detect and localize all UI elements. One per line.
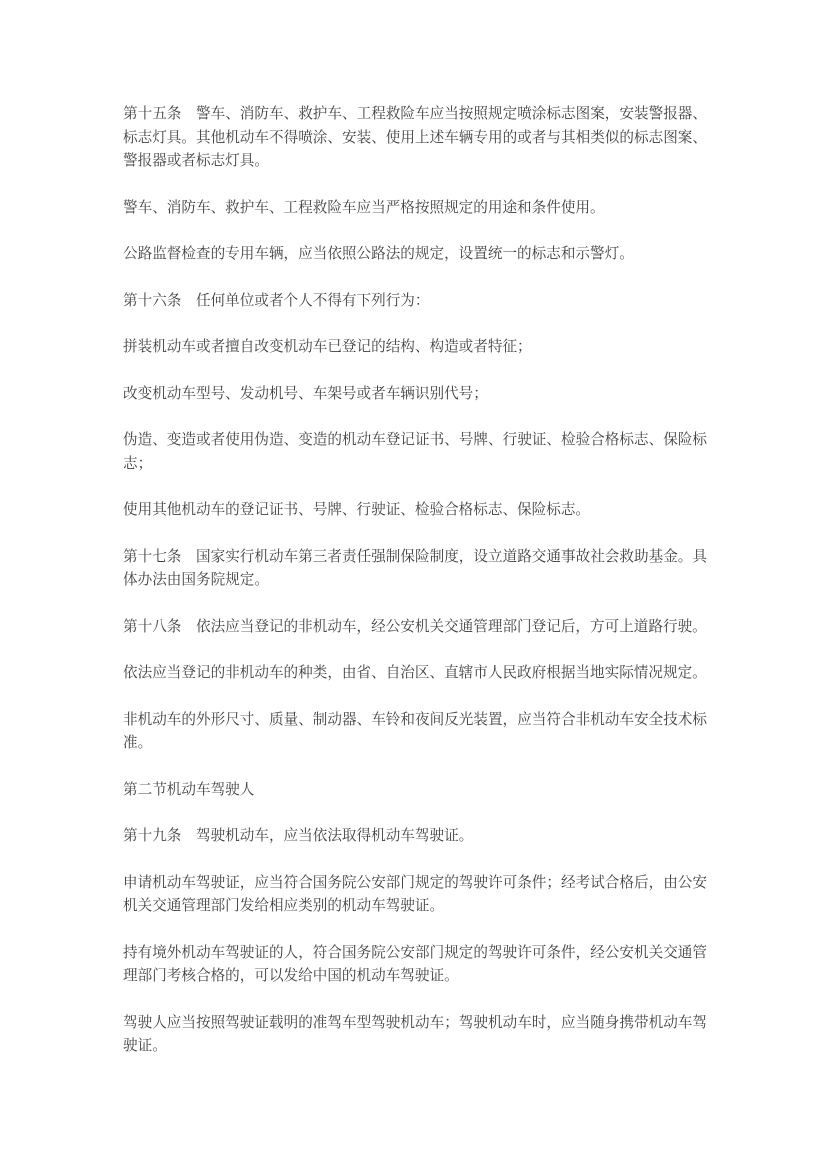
paragraph-article-17: 第十七条 国家实行机动车第三者责任强制保险制度，设立道路交通事故社会救助基金。具体办法由国务院规定。 xyxy=(123,548,707,588)
paragraph-article-16-item-1: 拼装机动车或者擅自改变机动车已登记的结构、构造或者特征； xyxy=(123,339,532,355)
paragraph-highway-inspection-vehicles: 公路监督检查的专用车辆，应当依照公路法的规定，设置统一的标志和示警灯。 xyxy=(123,246,634,262)
paragraph-article-16: 第十六条 任何单位或者个人不得有下列行为： xyxy=(123,292,430,309)
paragraph-article-16-item-3: 伪造、变造或者使用伪造、变造的机动车登记证书、号牌、行驶证、检验合格标志、保险标志； xyxy=(123,432,707,472)
section-2-heading: 第二节机动车驾驶人 xyxy=(123,781,255,798)
paragraph-article-19: 第十九条 驾驶机动车，应当依法取得机动车驾驶证。 xyxy=(123,828,474,844)
paragraph-article-19-foreign-license: 持有境外机动车驾驶证的人，符合国务院公安部门规定的驾驶许可条件，经公安机关交通管理部门考核合格的，可以发给中国的机动车驾驶证。 xyxy=(123,944,707,984)
paragraph-article-19-application: 申请机动车驾驶证，应当符合国务院公安部门规定的驾驶许可条件；经考试合格后，由公安机关交通管理部门发给相应类别的机动车驾驶证。 xyxy=(123,874,707,914)
paragraph-article-16-item-2: 改变机动车型号、发动机号、车架号或者车辆识别代号； xyxy=(123,385,488,402)
paragraph-article-18-standards: 非机动车的外形尺寸、质量、制动器、车铃和夜间反光装置，应当符合非机动车安全技术标准。 xyxy=(123,711,707,751)
paragraph-article-15: 第十五条 警车、消防车、救护车、工程救险车应当按照规定喷涂标志图案，安装警报器、标志灯具。其他机动车不得喷涂、安装、使用上述车辆专用的或者与其相类似的标志图案、警报器或者标志灯具。 xyxy=(123,106,707,169)
paragraph-article-18-types: 依法应当登记的非机动车的种类，由省、自治区、直辖市人民政府根据当地实际情况规定。 xyxy=(123,665,707,681)
paragraph-article-15-usage: 警车、消防车、救护车、工程救险车应当严格按照规定的用途和条件使用。 xyxy=(123,199,605,216)
paragraph-article-16-item-4: 使用其他机动车的登记证书、号牌、行驶证、检验合格标志、保险标志。 xyxy=(123,502,591,518)
paragraph-article-19-carry-license: 驾驶人应当按照驾驶证载明的准驾车型驾驶机动车；驾驶机动车时，应当随身携带机动车驾驶证。 xyxy=(123,1014,707,1054)
paragraph-article-18: 第十八条 依法应当登记的非机动车，经公安机关交通管理部门登记后，方可上道路行驶。 xyxy=(123,618,707,635)
